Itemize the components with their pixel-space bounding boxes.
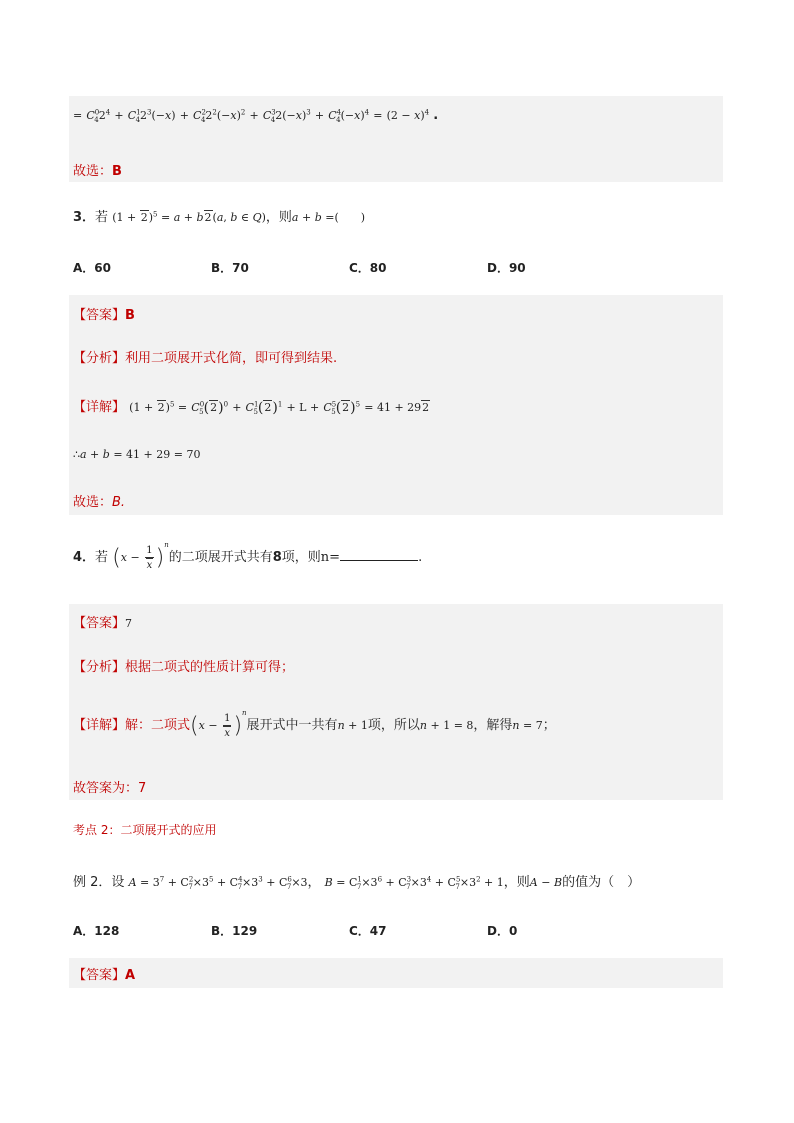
q4-answer-blank[interactable] <box>340 548 418 561</box>
detail-mid: 展开式中一共有 <box>246 718 338 733</box>
detail-end: ； <box>542 718 556 733</box>
answer-label: 【答案】 <box>73 616 126 631</box>
analysis-label: 【分析】 <box>73 351 126 366</box>
q4-answer <box>73 612 132 631</box>
q4-analysis <box>73 656 294 675</box>
answer-label: 【答案】 <box>73 308 126 323</box>
choice-value: B. <box>112 495 126 510</box>
q4-detail: 【详解】解：二项式(x − $\frac{1}{x}$ )$^n$展开式中一共有n + 1项，所以n + 1 = 8，解得n = 7； <box>73 709 556 739</box>
q3-stem-mid: ，则 <box>265 210 292 225</box>
q3-paren: ( ) <box>334 211 366 224</box>
answer-value: B <box>125 308 135 323</box>
q3-therefore: ∴a + b = 41 + 29 = 70 <box>73 448 201 461</box>
q3-option-c[interactable]: C．80 <box>349 261 387 275</box>
ex2-stem-prefix: 设 <box>111 875 125 890</box>
ex2-stem-end: 的值为（ ） <box>562 875 641 890</box>
answer-value: A <box>125 968 136 983</box>
q4-expr: (x − $\frac{1}{x}$ )$^n$ <box>112 541 169 571</box>
q3-number: 3． <box>73 210 96 225</box>
prev-choice <box>73 160 122 179</box>
choice-value: B <box>112 164 122 179</box>
ex2-expr-a: $A = 3^7 + C^2_7\times 3^5 + C^4_7\times 3^3 + C^6_7\times 3$ <box>128 875 308 892</box>
final-answer: 故答案为：7 <box>73 781 147 796</box>
q3-expr: $(1 + 2)^5 = a + b2(a$, b ∈ Q) <box>112 210 266 224</box>
q3-option-a[interactable]: A．60 <box>73 261 111 275</box>
ex2-label: 例 2． <box>73 875 112 890</box>
ex2-expr-b: $B = C^1_7\times 3^6 + C^3_7\times 3^4 + C^5_7\times 3^2 + 1$ <box>324 875 504 892</box>
q4-number: 4． <box>73 550 96 565</box>
prev-expansion: = $C^0_42^4 + C^1_42^3(-x) + C^2_42^2(-x)^2 + C^3_42(-x)^3 + C^4_4(-x)^4 = (2 - x)^4$ . <box>73 108 439 125</box>
q4-stem-mid: 的二项展开式共有 <box>168 550 273 565</box>
q3-choice <box>73 491 125 510</box>
ex2-option-d[interactable]: D．0 <box>487 924 518 938</box>
detail-label: 【详解】 <box>73 400 126 415</box>
analysis-text: 根据二项式的性质计算可得； <box>125 660 295 675</box>
q3-option-d[interactable]: D．90 <box>487 261 526 275</box>
choice-label: 故选： <box>73 164 113 179</box>
analysis-label: 【分析】 <box>73 660 126 675</box>
q4-stem-suffix: 项，则 <box>281 550 321 565</box>
q3-answer <box>73 304 135 323</box>
ex2-option-a[interactable]: A．128 <box>73 924 120 938</box>
answer-label: 【答案】 <box>73 968 126 983</box>
ex2-answer-block <box>69 958 723 988</box>
ex2-option-b[interactable]: B．129 <box>211 924 258 938</box>
q4-count: 8 <box>272 550 282 565</box>
ex2-stem: 例 2．设 $A = 3^7 + C^2_7\times 3^5 + C^4_7\times 3^3 + C^6_7\times 3$， $B = C^1_7\times 3^6 + C^3_7\times 3^4 + C^5_7\times 3^2 + 1$，则A − B的值为（ ） <box>73 875 641 892</box>
section-title-text: 考点 2：二项展开式的应用 <box>73 823 217 837</box>
q4-end: . <box>418 550 423 565</box>
q4-final <box>73 777 146 796</box>
q4-stem-prefix: 若 <box>95 550 109 565</box>
answer-value: 7 <box>125 617 133 630</box>
q3-detail: 【详解】 $(1 + 2)^5 = C^0_5(2)^0 + C^1_5(2)^1 + L + C^5_5(2)^5 = 41 + 292$ <box>73 400 430 417</box>
q4-var: n= <box>320 550 341 565</box>
q3-stem-prefix: 若 <box>95 210 109 225</box>
detail-prefix: 解：二项式 <box>125 718 191 733</box>
ex2-answer <box>73 964 135 983</box>
detail-mid2: 项，所以 <box>367 718 420 733</box>
q4-stem <box>73 541 422 572</box>
ex2-option-c[interactable]: C．47 <box>349 924 387 938</box>
choice-label: 故选： <box>73 495 113 510</box>
analysis-text: 利用二项展开式化简，即可得到结果. <box>125 351 338 366</box>
q3-option-b[interactable]: B．70 <box>211 261 249 275</box>
detail-mid3: ，解得 <box>473 718 513 733</box>
ex2-stem-suffix: ，则 <box>503 875 530 890</box>
q3-stem: 3．若 $(1 + 2)^5 = a + b2(a$, b ∈ Q)，则a + b =( ) <box>73 210 366 225</box>
detail-label: 【详解】 <box>73 718 126 733</box>
q4-answer-block <box>69 604 723 800</box>
section-title <box>73 821 216 838</box>
q3-analysis <box>73 347 337 366</box>
